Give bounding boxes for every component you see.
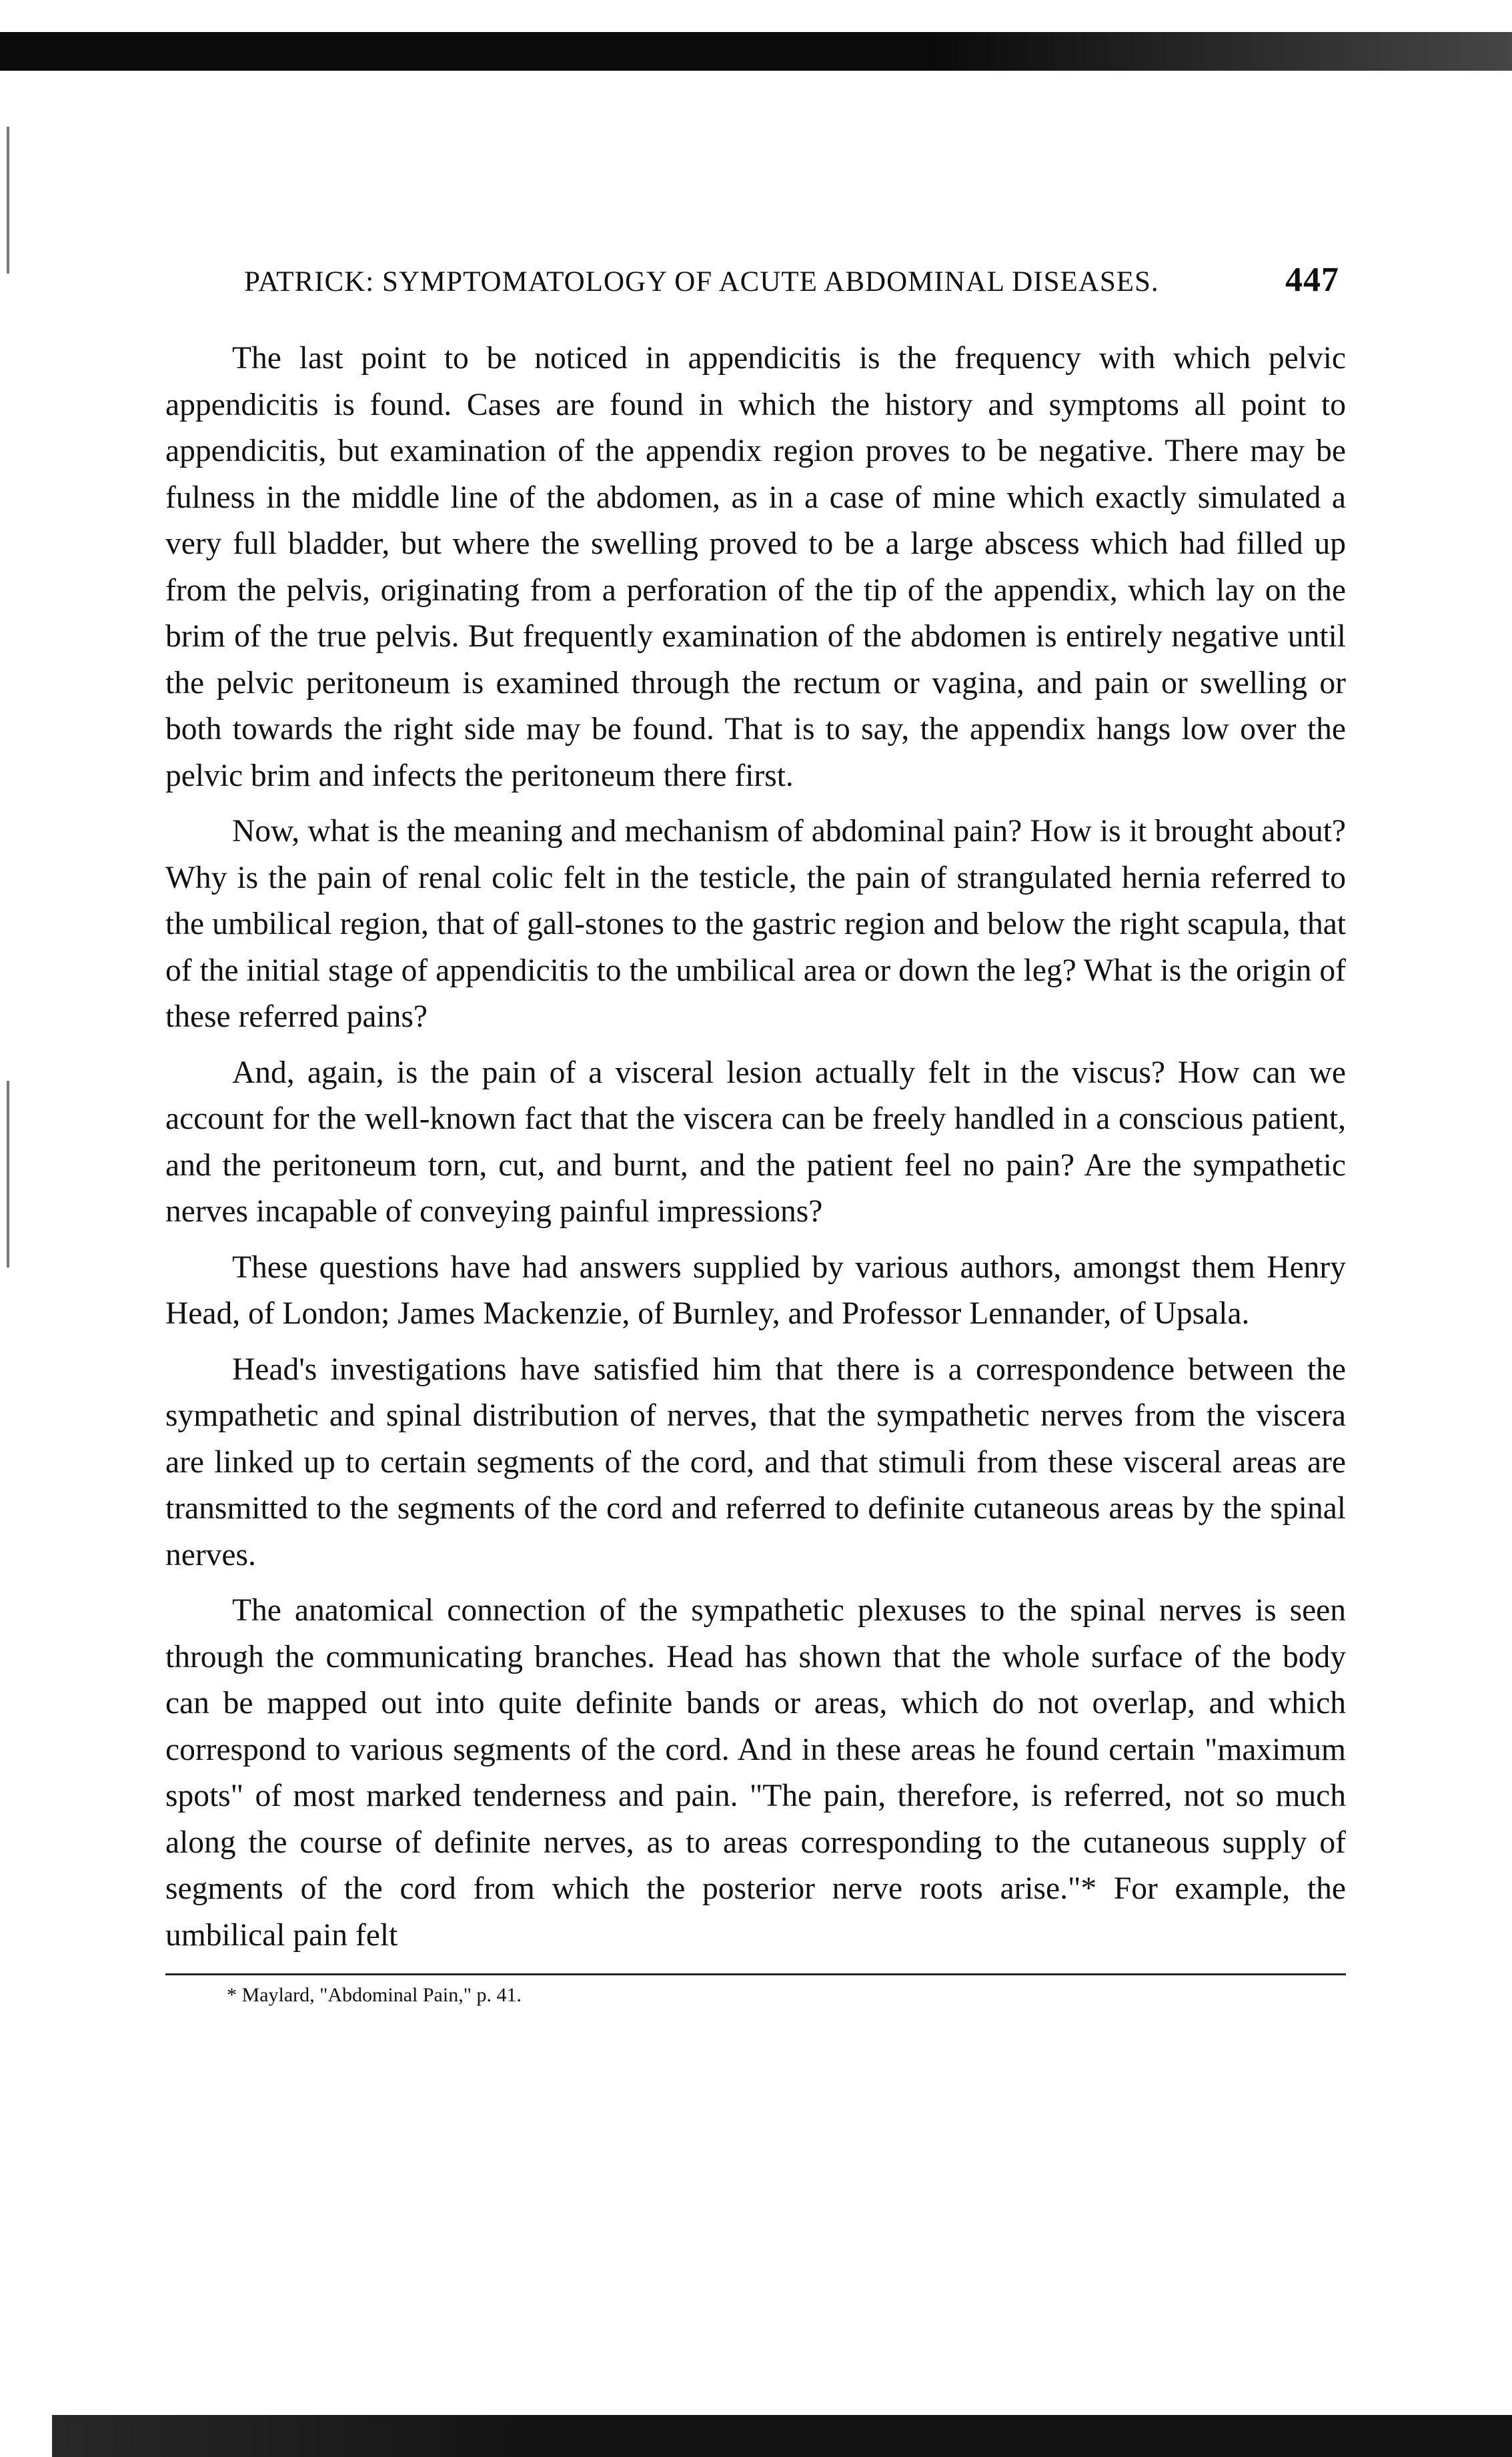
footnote-rule <box>165 1973 1346 1975</box>
scan-border-bottom-fade <box>52 2415 519 2457</box>
footnote: * Maylard, "Abdominal Pain," p. 41. <box>227 1984 522 2006</box>
paragraph: Head's investigations have satisfied him that there is a correspondence between the sympathetic and spinal distribution of nerves, that the sympathetic nerves from the viscera are linked up to certain segments of the cord, and that stimuli from these visceral areas are transmitted to the segments of the cord and referred to definite cutaneous areas by the spinal nerves. <box>165 1352 1346 1572</box>
book-page <box>165 260 1346 2009</box>
paragraph: The last point to be noticed in appendicitis is the frequency with which pelvic appendicitis is found. Cases are found in which the history and symptoms all point to appendicitis, but examination of the appendix region proves to be negative. There may be fulness in the middle line of the abdomen, as in a case of mine which exactly simulated a very full bladder, but where the swelling proved to be a large abscess which had filled up from the pelvis, originating from a perforation of the tip of the appendix, which lay on the brim of the true pelvis. But frequently examination of the abdomen is entirely negative until the pelvic peritoneum is examined through the rectum or vagina, and pain or swelling or both towards the right side may be found. That is to say, the appendix hangs low over the pelvic brim and infects the peritoneum there first. <box>165 341 1346 793</box>
body-text <box>165 336 1346 1959</box>
paragraph: Now, what is the meaning and mechanism of abdominal pain? How is it brought about? Why is the pain of renal colic felt in the testicle, the pain of strangulated hernia referred to the umbilical region, that of gall-stones to the gastric region and below the right scapula, that of the initial stage of appendicitis to the umbilical area or down the leg? What is the origin of these referred pains? <box>165 814 1346 1034</box>
paragraph: And, again, is the pain of a visceral lesion actually felt in the viscus? How can we account for the well-known fact that the viscera can be freely handled in a conscious patient, and the peritoneum torn, cut, and burnt, and the patient feel no pain? Are the sympathetic nerves incapable of conveying painful impressions? <box>165 1055 1346 1229</box>
header-title: PATRICK: SYMPTOMATOLOGY OF ACUTE ABDOMINAL DISEASES. <box>244 266 1159 298</box>
page-number: 447 <box>1285 261 1339 299</box>
paragraph: The anatomical connection of the sympathetic plexuses to the spinal nerves is seen through the communicating branches. Head has shown that the whole surface of the body can be mapped out into quite definite bands or areas, which do not overlap, and which correspond to various segments of the cord. And in these areas he found certain "maximum spots" of most marked tenderness and pain. "The pain, therefore, is referred, not so much along the course of definite nerves, as to areas corresponding to the cutaneous supply of segments of the cord from which the posterior nerve roots arise."* For example, the umbilical pain felt <box>165 1593 1346 1953</box>
scan-margin-mark <box>7 127 9 274</box>
paragraph: These questions have had answers supplied by various authors, amongst them Henry Head, of London; James Mackenzie, of Burnley, and Professor Lennander, of Upsala. <box>165 1250 1346 1331</box>
scan-border-top-fade <box>934 32 1512 71</box>
scan-margin-mark <box>7 1081 9 1268</box>
running-header <box>165 260 1346 300</box>
